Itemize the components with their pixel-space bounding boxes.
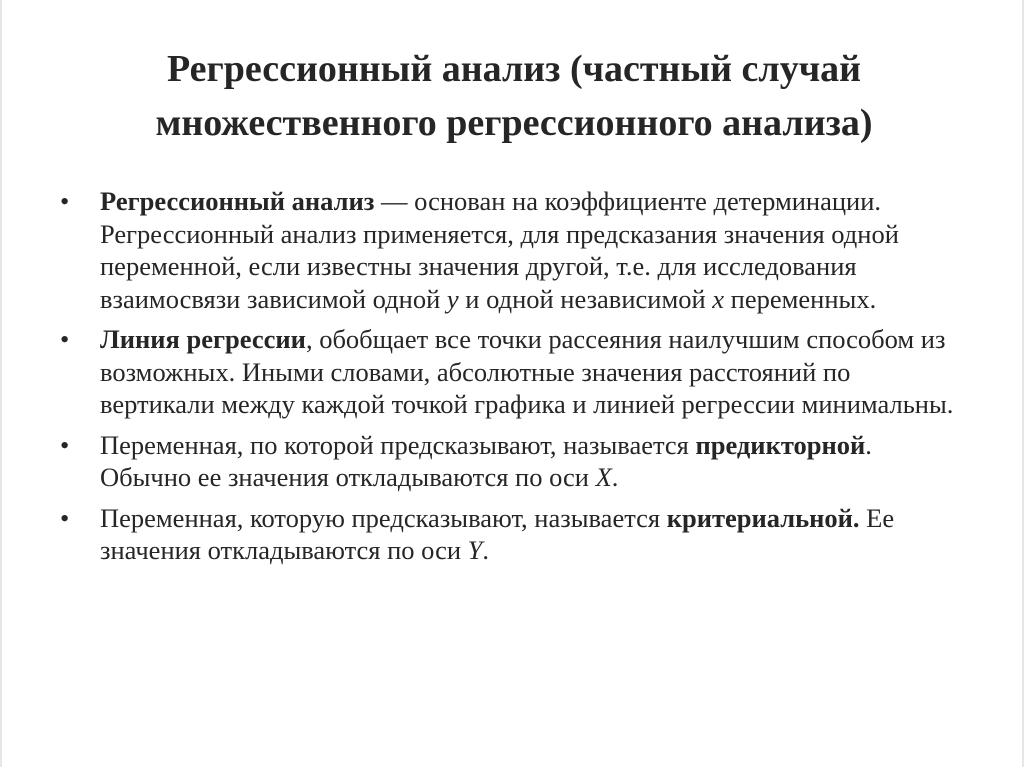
title-line-1: Регрессионный анализ (частный случай (166, 48, 862, 90)
term-regression-line: Линия регрессии (100, 324, 306, 354)
bullet-text-part: . (611, 462, 619, 492)
slide-title (42, 42, 986, 150)
bullet-text-part: , обобщает все точки рассеяния наилучшим способом из возможных. Иными словами, абсолютные значения расстояний по вертикали между каждой точкой графика и линией регрессии минимальны. (100, 324, 954, 419)
term-regression-analysis: Регрессионный анализ (100, 186, 375, 216)
bullet-text (100, 502, 958, 567)
title-line-2: множественного регрессионного анализа) (155, 102, 873, 144)
bullet-regression-line (58, 323, 958, 421)
term-predictor: предикторной (695, 429, 866, 460)
bullet-criterion (58, 502, 958, 567)
axis-y-label: Y (467, 535, 483, 565)
bullet-list (58, 185, 958, 575)
bullet-text-part: переменных. (724, 283, 877, 314)
bullet-text-part: . (482, 535, 490, 565)
bullet-marker: • (60, 429, 70, 460)
bullet-text (100, 323, 958, 421)
bullet-marker: • (60, 324, 70, 354)
variable-y: y (446, 283, 459, 314)
bullet-text-part: Переменная, по которой предсказывают, называется (100, 429, 696, 460)
bullet-text-part: и одной независимой (458, 283, 713, 314)
bullet-predictor (58, 429, 958, 494)
bullet-text-part: Ее значения откладываются по оси (100, 502, 895, 565)
bullet-text-part: — основан на коэффициенте детерминации. Регрессионный анализ применяется, для предсказания значения одной переменной, если известны значения другой, т.е. для исследования взаимосвязи зависимой одной (100, 186, 899, 314)
bullet-text-part: . Обычно ее значения откладываются по оси (100, 429, 872, 492)
bullet-text-part: Переменная, которую предсказывают, называется (100, 502, 667, 533)
axis-x-label: X (595, 462, 612, 492)
variable-x: x (712, 283, 725, 314)
bullet-text (100, 185, 958, 315)
bullet-marker: • (60, 502, 70, 533)
bullet-marker: • (60, 186, 70, 216)
bullet-text (100, 429, 958, 494)
term-criterion: критериальной. (666, 502, 860, 533)
bullet-regression-analysis (58, 185, 958, 315)
